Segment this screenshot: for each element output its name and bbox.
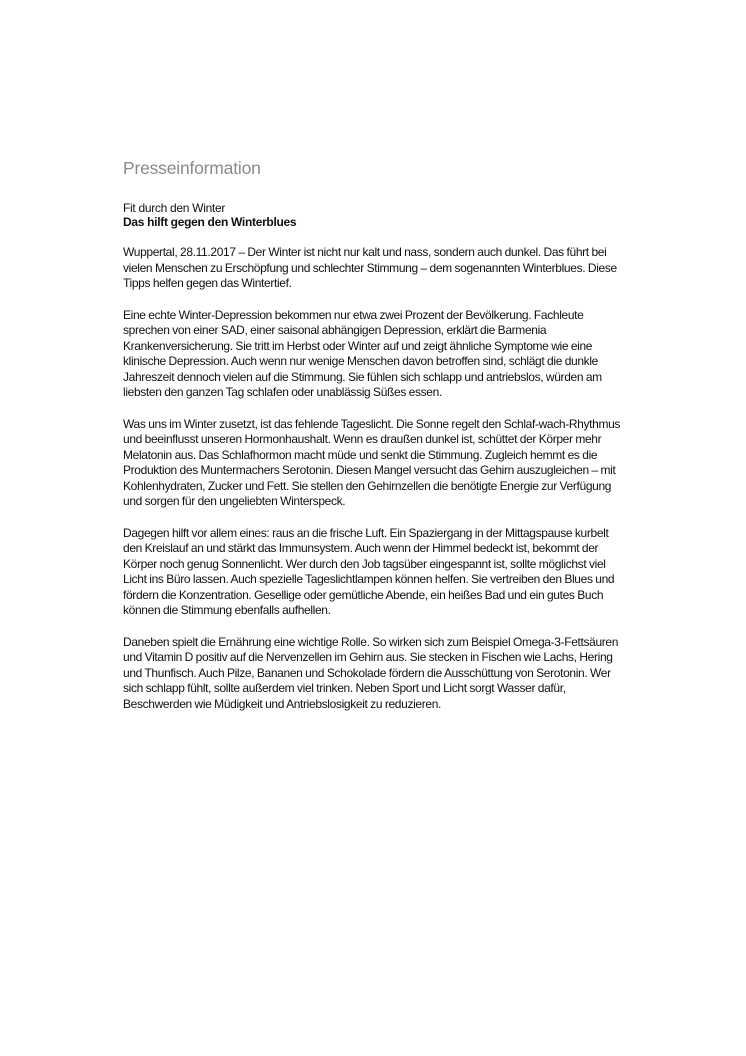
article-headline: Das hilft gegen den Winterblues xyxy=(123,215,297,229)
paragraph-daylight: Was uns im Winter zusetzt, ist das fehlende Tageslicht. Die Sonne regelt den Schlaf-wach-Rhythmus und beeinflusst unseren Hormonhaushalt. Wenn es draußen dunkel ist, schüttet der Körper mehr Melatonin aus. Das Schlafhormon macht müde und senkt die Stimmung. Zugleich hemmt es die Produktion des Muntermachers Serotonin. Diesen Mangel versucht das Gehirn auszugleichen – mit Kohlenhydraten, Zucker und Fett. Sie stellen den Gehirnzellen die benötigte Energie zur Verfügung und sorgen für den ungeliebten Winterspeck. xyxy=(123,416,621,508)
paragraph-intro: Wuppertal, 28.11.2017 – Der Winter ist nicht nur kalt und nass, sondern auch dunkel. Das führt bei vielen Menschen zu Erschöpfung und schlechter Stimmung – dem sogenannten Winterblues. Diese Tipps helfen gegen das Wintertief. xyxy=(123,245,617,290)
document-type-heading: Presseinformation xyxy=(123,158,261,178)
paragraph-nutrition: Daneben spielt die Ernährung eine wichtige Rolle. So wirken sich zum Beispiel Omega-3-Fettsäuren und Vitamin D positiv auf die Nervenzellen im Gehirn aus. Sie stecken in Fischen wie Lachs, Hering und Thunfisch. Auch Pilze, Bananen und Schokolade fördern die Ausschüttung von Serotonin. Wer sich schlapp fühlt, sollte außerdem viel trinken. Neben Sport und Licht sorgt Wasser dafür, Beschwerden wie Müdigkeit und Antriebslosigkeit zu reduzieren. xyxy=(123,634,619,711)
press-release-page xyxy=(123,158,628,728)
article-kicker: Fit durch den Winter xyxy=(123,201,226,215)
paragraph-depression: Eine echte Winter-Depression bekommen nur etwa zwei Prozent der Bevölkerung. Fachleute sprechen von einer SAD, einer saisonal abhängigen Depression, erklärt die Barmenia Krankenversicherung. Sie tritt im Herbst oder Winter auf und zeigt ähnliche Symptome wie eine klinische Depression. Auch wenn nur wenige Menschen davon betroffen sind, schlägt die dunkle Jahreszeit dennoch vielen auf die Stimmung. Sie fühlen sich schlapp und antriebslos, würden am liebsten den ganzen Tag schlafen oder unablässig Süßes essen. xyxy=(123,307,602,399)
paragraph-fresh-air: Dagegen hilft vor allem eines: raus an die frische Luft. Ein Spaziergang in der Mittagspause kurbelt den Kreislauf an und stärkt das Immunsystem. Auch wenn der Himmel bedeckt ist, bekommt der Körper noch genug Sonnenlicht. Wer durch den Job tagsüber eingespannt ist, sollte möglichst viel Licht ins Büro lassen. Auch spezielle Tageslichtlampen können helfen. Sie vertreiben den Blues und fördern die Konzentration. Gesellige oder gemütliche Abende, ein heißes Bad und ein gutes Buch können die Stimmung ebenfalls aufhellen. xyxy=(123,525,615,617)
